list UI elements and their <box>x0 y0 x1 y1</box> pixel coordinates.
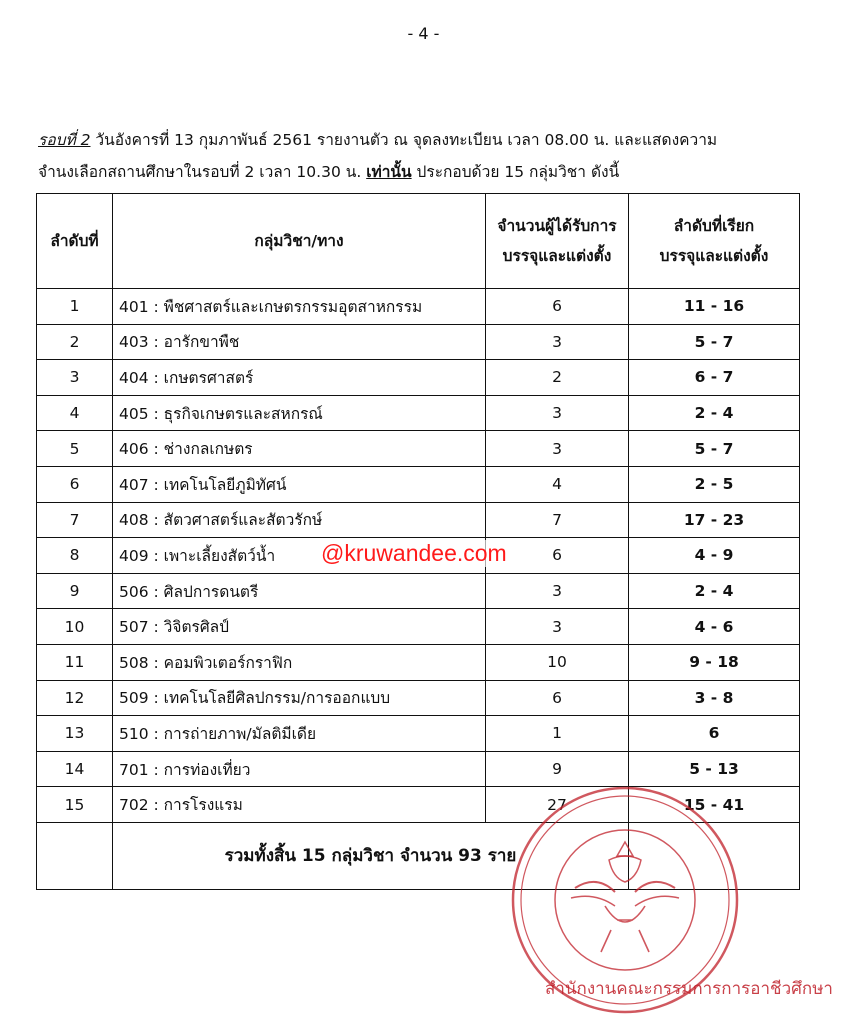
cell-subject: 407 : เทคโนโลยีภูมิทัศน์ <box>113 466 486 502</box>
intro-line2-after: ประกอบด้วย 15 กลุ่มวิชา ดังนี้ <box>411 163 620 181</box>
cell-subject: 405 : ธุรกิจเกษตรและสหกรณ์ <box>113 395 486 431</box>
cell-order: 2 - 4 <box>629 395 800 431</box>
cell-order: 6 <box>629 716 800 752</box>
header-order-line2: บรรจุและแต่งตั้ง <box>659 247 769 265</box>
total-empty-cell <box>37 822 113 889</box>
cell-no: 3 <box>37 360 113 396</box>
table-row <box>37 609 800 645</box>
cell-subject: 506 : ศิลปการดนตรี <box>113 573 486 609</box>
cell-no: 10 <box>37 609 113 645</box>
table-row <box>37 360 800 396</box>
cell-count: 10 <box>486 644 629 680</box>
header-count-line1: จำนวนผู้ได้รับการ <box>497 217 617 235</box>
cell-subject: 509 : เทคโนโลยีศิลปกรรม/การออกแบบ <box>113 680 486 716</box>
cell-no: 9 <box>37 573 113 609</box>
cell-no: 11 <box>37 644 113 680</box>
cell-no: 5 <box>37 431 113 467</box>
seal-text: สำนักงานคณะกรรมการการอาชีวศึกษา <box>545 979 833 999</box>
table-row <box>37 395 800 431</box>
table-row <box>37 644 800 680</box>
intro-paragraph <box>38 124 808 188</box>
cell-count: 2 <box>486 360 629 396</box>
cell-order: 4 - 6 <box>629 609 800 645</box>
cell-count: 27 <box>486 787 629 823</box>
header-count <box>486 194 629 289</box>
intro-line2-before: จำนงเลือกสถานศึกษาในรอบที่ 2 เวลา 10.30 น. <box>38 163 367 181</box>
table-row <box>37 787 800 823</box>
cell-no: 1 <box>37 289 113 325</box>
header-count-line2: บรรจุและแต่งตั้ง <box>502 247 612 265</box>
table-row <box>37 324 800 360</box>
cell-count: 9 <box>486 751 629 787</box>
table-header-row <box>37 194 800 289</box>
cell-count: 3 <box>486 609 629 645</box>
table-row <box>37 289 800 325</box>
cell-count: 3 <box>486 324 629 360</box>
cell-order: 15 - 41 <box>629 787 800 823</box>
table-row <box>37 751 800 787</box>
cell-order: 3 - 8 <box>629 680 800 716</box>
cell-subject: 409 : เพาะเลี้ยงสัตว์น้ำ <box>113 538 486 574</box>
total-label: รวมทั้งสิ้น 15 กลุ่มวิชา จำนวน 93 ราย <box>113 822 629 889</box>
cell-order: 2 - 5 <box>629 466 800 502</box>
intro-emphasis: เท่านั้น <box>366 163 412 181</box>
total-empty-cell <box>629 822 800 889</box>
cell-order: 5 - 13 <box>629 751 800 787</box>
cell-subject: 406 : ช่างกลเกษตร <box>113 431 486 467</box>
cell-count: 3 <box>486 573 629 609</box>
cell-order: 2 - 4 <box>629 573 800 609</box>
round-label: รอบที่ 2 <box>38 131 91 149</box>
cell-subject: 701 : การท่องเที่ยว <box>113 751 486 787</box>
cell-count: 3 <box>486 395 629 431</box>
cell-subject: 507 : วิจิตรศิลป์ <box>113 609 486 645</box>
cell-order: 17 - 23 <box>629 502 800 538</box>
cell-no: 7 <box>37 502 113 538</box>
table-total-row <box>37 822 800 889</box>
table-row <box>37 680 800 716</box>
watermark-text: @kruwandee.com <box>318 540 510 567</box>
intro-line-1 <box>38 124 808 156</box>
cell-no: 4 <box>37 395 113 431</box>
table-row <box>37 466 800 502</box>
cell-no: 15 <box>37 787 113 823</box>
cell-subject: 702 : การโรงแรม <box>113 787 486 823</box>
cell-count: 6 <box>486 538 629 574</box>
cell-no: 13 <box>37 716 113 752</box>
intro-line1-text: วันอังคารที่ 13 กุมภาพันธ์ 2561 รายงานตัว ณ จุดลงทะเบียน เวลา 08.00 น. และแสดงความ <box>90 131 718 149</box>
header-order <box>629 194 800 289</box>
cell-count: 6 <box>486 680 629 716</box>
table-row <box>37 573 800 609</box>
cell-count: 1 <box>486 716 629 752</box>
cell-order: 6 - 7 <box>629 360 800 396</box>
cell-subject: 403 : อารักขาพืช <box>113 324 486 360</box>
header-no: ลำดับที่ <box>37 194 113 289</box>
cell-count: 7 <box>486 502 629 538</box>
cell-no: 2 <box>37 324 113 360</box>
cell-order: 5 - 7 <box>629 324 800 360</box>
cell-subject: 510 : การถ่ายภาพ/มัลติมีเดีย <box>113 716 486 752</box>
page-number: - 4 - <box>407 24 440 43</box>
header-order-line1: ลำดับที่เรียก <box>673 217 755 235</box>
table-row <box>37 431 800 467</box>
cell-no: 14 <box>37 751 113 787</box>
cell-order: 4 - 9 <box>629 538 800 574</box>
cell-count: 3 <box>486 431 629 467</box>
cell-subject: 404 : เกษตรศาสตร์ <box>113 360 486 396</box>
cell-no: 12 <box>37 680 113 716</box>
cell-order: 11 - 16 <box>629 289 800 325</box>
cell-count: 6 <box>486 289 629 325</box>
cell-no: 8 <box>37 538 113 574</box>
cell-subject: 401 : พืชศาสตร์และเกษตรกรรมอุตสาหกรรม <box>113 289 486 325</box>
cell-order: 5 - 7 <box>629 431 800 467</box>
table-row <box>37 502 800 538</box>
cell-subject: 508 : คอมพิวเตอร์กราฟิก <box>113 644 486 680</box>
cell-no: 6 <box>37 466 113 502</box>
header-subject: กลุ่มวิชา/ทาง <box>113 194 486 289</box>
cell-subject: 408 : สัตวศาสตร์และสัตวรักษ์ <box>113 502 486 538</box>
cell-order: 9 - 18 <box>629 644 800 680</box>
intro-line-2 <box>38 156 808 188</box>
table-row <box>37 716 800 752</box>
cell-count: 4 <box>486 466 629 502</box>
